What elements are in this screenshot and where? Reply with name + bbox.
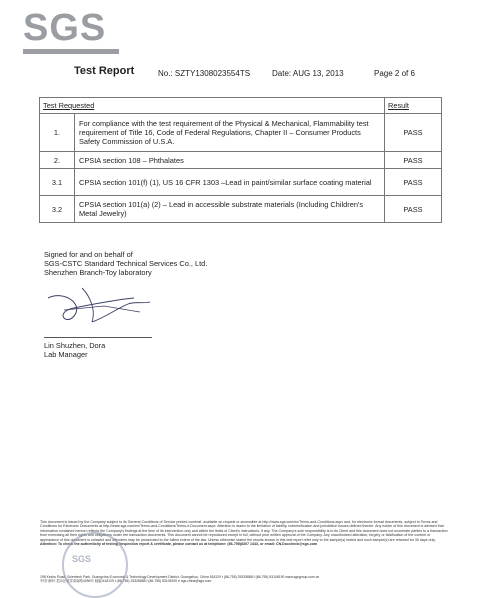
row-number: 2. bbox=[40, 152, 75, 169]
page-number: Page 2 of 6 bbox=[374, 69, 415, 78]
row-result: PASS bbox=[385, 114, 442, 152]
address-chinese: 中国·深圳·龙岗区坂雪岗南路4096号 邮编:518129 t (86-755) 25328888 f (86-755) 83108190 e sgs.china@sgs.com bbox=[40, 579, 212, 584]
col-result: Result bbox=[385, 98, 442, 114]
disclaimer-text: This document is issued by the Company subject to its General Conditions of Service printed overleaf, available on request or accessible at http://www.sgs.com/en/Terms-and-Conditions.aspx and, for electronic format documents, subject to Terms and Conditions for Electronic Documents at http://www.sgs.com/en/Terms-and-Conditions/Terms-e-Document.aspx. Attention is drawn to the limitation of liability, indemnification and jurisdiction issues defined therein. Any holder of this document is advised that information contained hereon reflects the Company's findings at the time of its intervention only and within the limits of Client's instructions, if any. The Company's sole responsibility is to its Client and this document does not exonerate parties to a transaction from exercising all their rights and obligations under the transaction documents. This document cannot be reproduced except in full, without prior written approval of the Company. Any unauthorized alteration, forgery or falsification of the content or appearance of this document is unlawful and offenders may be prosecuted to the fullest extent of the law. Unless otherwise stated the results shown in this test report refer only to the sample(s) tested and such sample(s) are retained for 30 days only. Attention: To check the authenticity of testing /inspection report & certificate, please contact us at telephone: (86-755)8307 1443, or email: CN.Doccheck@sgs.com bbox=[40, 520, 448, 547]
laboratory-name: Shenzhen Branch-Toy laboratory bbox=[44, 268, 152, 277]
row-number: 1. bbox=[40, 114, 75, 152]
row-description: CPSIA section 108 – Phthalates bbox=[75, 152, 385, 169]
table-row bbox=[40, 196, 442, 223]
row-number: 3.1 bbox=[40, 169, 75, 196]
row-description: CPSIA section 101(f) (1), US 16 CFR 1303 –Lead in paint/similar surface coating material bbox=[75, 169, 385, 196]
row-result: PASS bbox=[385, 196, 442, 223]
signature-line bbox=[44, 337, 152, 338]
stamp-label: SGS bbox=[72, 554, 92, 564]
table-row bbox=[40, 114, 442, 152]
row-result: PASS bbox=[385, 152, 442, 169]
address-english: 198 Kezhu Road, Scientech Park, Guangzhou Economic & Technology Development District, Guangzhou, China 518129 t (86-755) 25328888 f (86-755) 83108190 www.sgsgroup.com.cn bbox=[40, 575, 320, 579]
company-name: SGS-CSTC Standard Technical Services Co., Ltd. bbox=[44, 259, 208, 268]
col-test-requested: Test Requested bbox=[40, 98, 385, 114]
row-result: PASS bbox=[385, 169, 442, 196]
signatory-name: Lin Shuzhen, Dora bbox=[44, 341, 106, 350]
authenticity-note: Attention: To check the authenticity of testing /inspection report & certificate, please contact us at telephone: (86-755)8307 1443, or email: CN.Doccheck@sgs.com bbox=[40, 542, 318, 547]
sgs-logo: SGS bbox=[23, 7, 107, 49]
table-row bbox=[40, 152, 442, 169]
report-number: No.: SZTY1308023554TS bbox=[158, 69, 251, 78]
logo-underline bbox=[23, 49, 119, 54]
report-title: Test Report bbox=[74, 65, 135, 77]
signed-on-behalf: Signed for and on behalf of bbox=[44, 250, 133, 259]
table-header-row bbox=[40, 98, 442, 114]
row-number: 3.2 bbox=[40, 196, 75, 223]
signature-image bbox=[44, 282, 154, 332]
report-date: Date: AUG 13, 2013 bbox=[272, 69, 344, 78]
signatory-role: Lab Manager bbox=[44, 350, 88, 359]
row-description: For compliance with the test requirement of the Physical & Mechanical, Flammability test requirement of Title 16, Code of Federal Regulations, Chapter II – Consumer Products Safety Commission of U.S.A. bbox=[75, 114, 385, 152]
test-requested-table bbox=[39, 97, 442, 223]
table-row bbox=[40, 169, 442, 196]
row-description: CPSIA section 101(a) (2) – Lead in accessible substrate materials (Including Children's Metal Jewelry) bbox=[75, 196, 385, 223]
company-stamp bbox=[62, 532, 128, 598]
